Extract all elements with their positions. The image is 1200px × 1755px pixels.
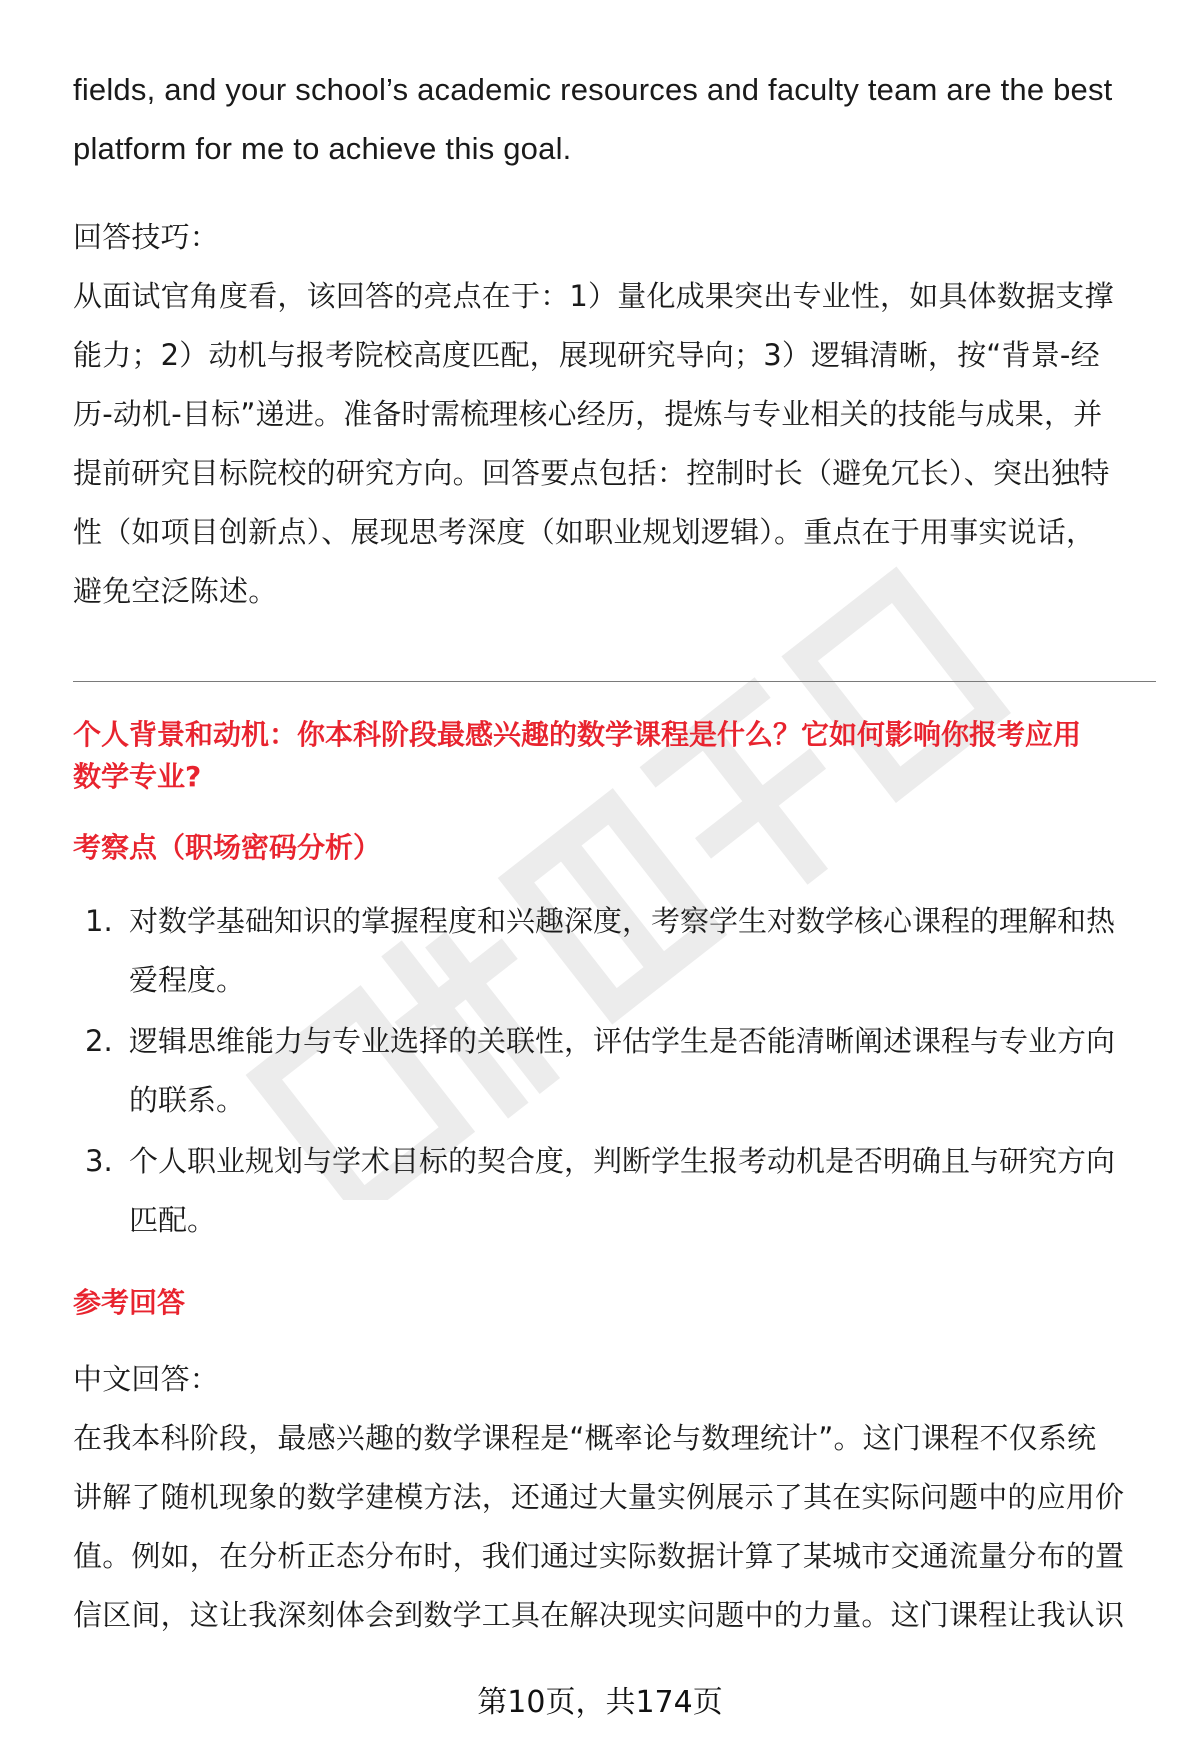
- question-line: 数学专业?: [73, 760, 202, 793]
- reference-title: 参考回答: [73, 1286, 186, 1319]
- question-line: 个人背景和动机：你本科阶段最感兴趣的数学课程是什么？它如何影响你报考应用: [73, 718, 1082, 751]
- list-number: 1.: [85, 904, 113, 938]
- list-item-line: 对数学基础知识的掌握程度和兴趣深度，考察学生对数学核心课程的理解和热: [129, 904, 1116, 938]
- list-item-line: 的联系。: [129, 1083, 246, 1117]
- tips-line: 能力；2）动机与报考院校高度匹配，展现研究导向；3）逻辑清晰，按“背景-经: [73, 338, 1100, 372]
- chinese-answer-line: 讲解了随机现象的数学建模方法，还通过大量实例展示了其在实际问题中的应用价: [73, 1480, 1125, 1514]
- list-item: [73, 1012, 1153, 1130]
- top-section: [73, 60, 1153, 621]
- tips-line: 避免空泛陈述。: [73, 574, 278, 608]
- list-item-line: 个人职业规划与学术目标的契合度，判断学生报考动机是否明确且与研究方向: [129, 1144, 1116, 1178]
- tips-line: 从面试官角度看，该回答的亮点在于：1）量化成果突出专业性，如具体数据支撑: [73, 279, 1114, 313]
- english-answer-line: platform for me to achieve this goal.: [73, 131, 572, 166]
- chinese-answer: [73, 1350, 1153, 1645]
- focus-list: [73, 892, 1153, 1252]
- english-answer-line: fields, and your school’s academic resources and faculty team are the best: [73, 72, 1113, 107]
- list-item: [73, 1132, 1153, 1250]
- chinese-answer-line: 在我本科阶段，最感兴趣的数学课程是“概率论与数理统计”。这门课程不仅系统: [73, 1421, 1097, 1455]
- page-number: 第10页，共174页: [477, 1685, 723, 1720]
- list-item-line: 爱程度。: [129, 963, 246, 997]
- section-divider: [73, 681, 1156, 682]
- list-number: 3.: [85, 1144, 113, 1178]
- tips-line: 历-动机-目标”递进。准备时需梳理核心经历，提炼与专业相关的技能与成果，并: [73, 397, 1103, 431]
- tips-line: 性（如项目创新点）、展现思考深度（如职业规划逻辑）。重点在于用事实说话，: [73, 515, 1096, 549]
- chinese-answer-line: 信区间，这让我深刻体会到数学工具在解决现实问题中的力量。这门课程让我认识: [73, 1598, 1125, 1632]
- list-number: 2.: [85, 1024, 113, 1058]
- chinese-answer-label: 中文回答：: [73, 1362, 220, 1396]
- list-item: [73, 892, 1153, 1010]
- question-heading: [73, 714, 1153, 798]
- tips-line: 提前研究目标院校的研究方向。回答要点包括：控制时长（避免冗长）、突出独特: [73, 456, 1110, 490]
- chinese-answer-line: 值。例如，在分析正态分布时，我们通过实际数据计算了某城市交通流量分布的置: [73, 1539, 1125, 1573]
- list-item-line: 匹配。: [129, 1203, 217, 1237]
- list-item-line: 逻辑思维能力与专业选择的关联性，评估学生是否能清晰阐述课程与专业方向: [129, 1024, 1116, 1058]
- tips-label: 回答技巧：: [73, 220, 220, 254]
- focus-title: 考察点（职场密码分析）: [73, 831, 382, 864]
